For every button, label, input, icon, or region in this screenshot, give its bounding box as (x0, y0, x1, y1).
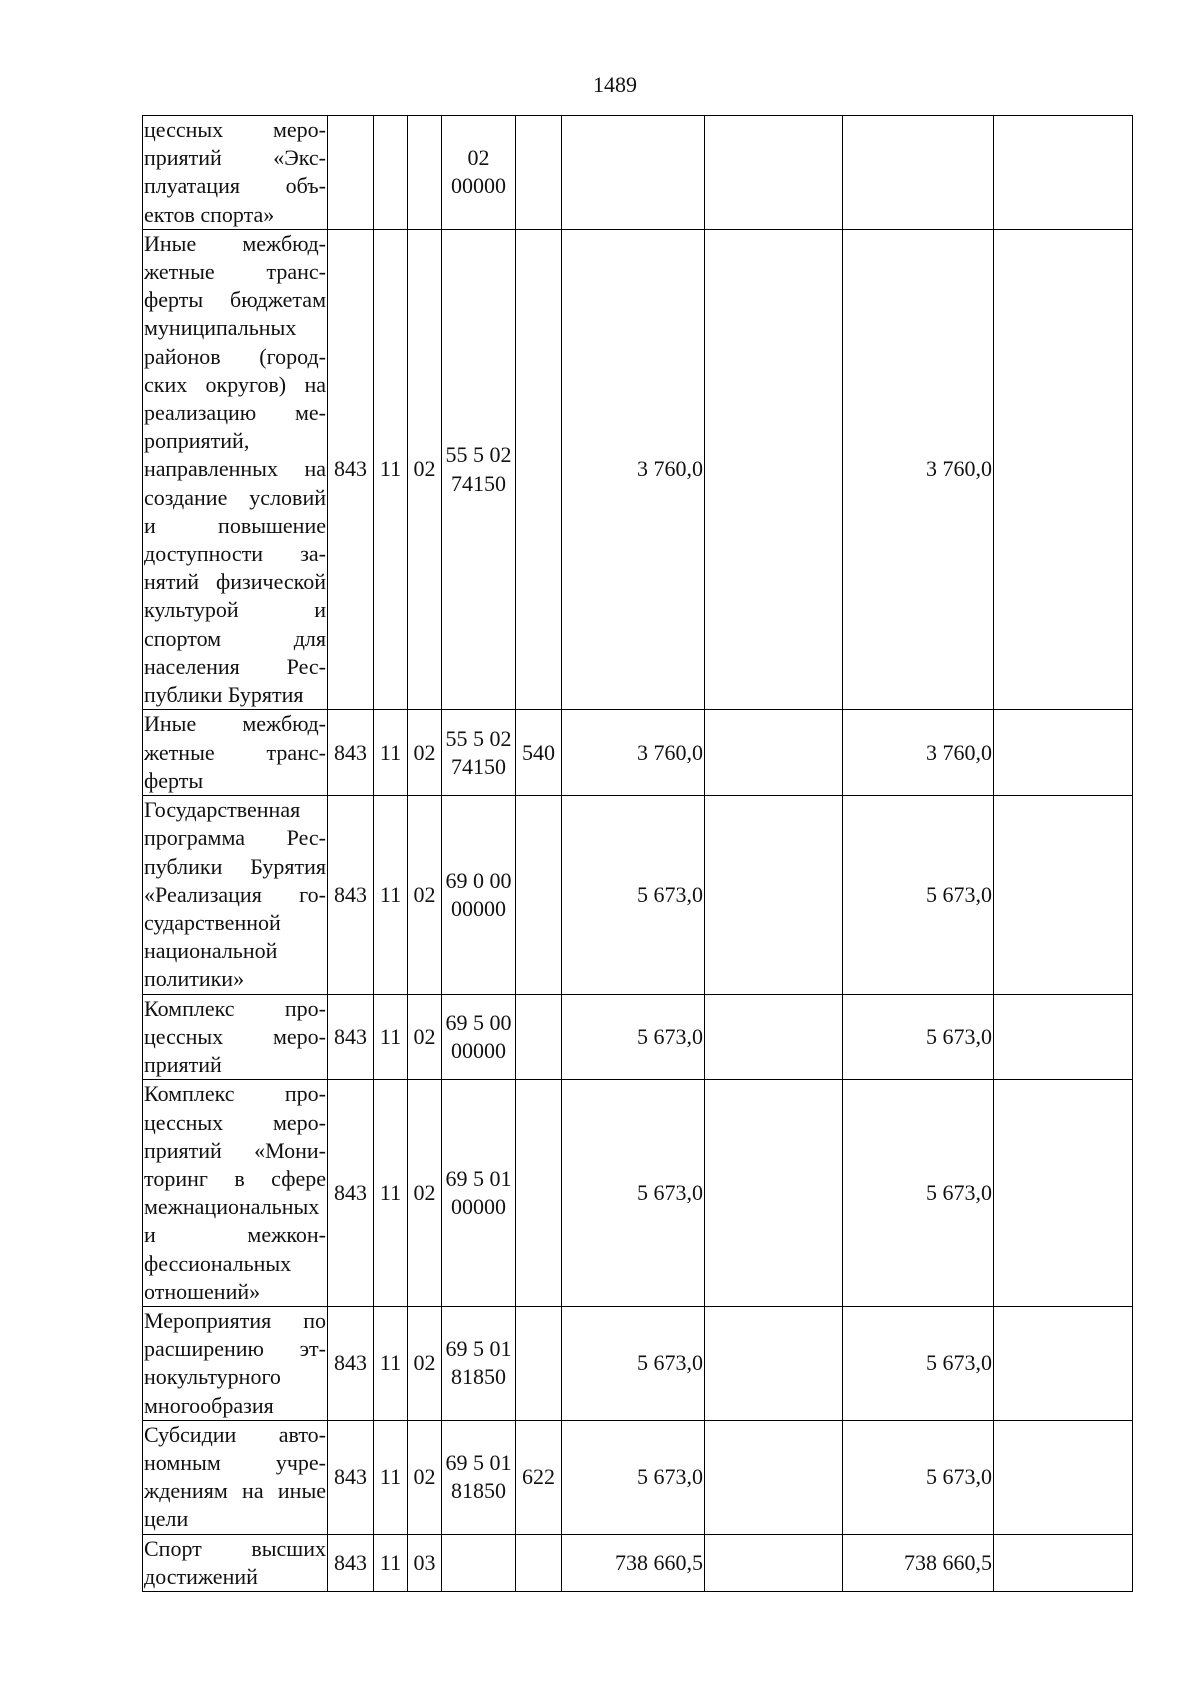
row-ved: 843 (328, 1080, 374, 1307)
row-sum4 (994, 1306, 1133, 1420)
row-sum4 (994, 710, 1133, 796)
row-pr: 02 (408, 229, 442, 709)
row-ved: 843 (328, 229, 374, 709)
row-sum4 (994, 994, 1133, 1080)
table-row (143, 229, 1133, 709)
row-sum2 (705, 1420, 843, 1534)
page-number: 1489 (593, 72, 637, 97)
row-ved: 843 (328, 1306, 374, 1420)
row-rz: 11 (374, 1420, 408, 1534)
row-ved: 843 (328, 994, 374, 1080)
row-name: Комплекс процессных мероприятий «Мониторинг в сфере межнациональных и межконфессиональных отношений» (143, 1080, 328, 1307)
row-csr: 55 5 02 74150 (442, 710, 516, 796)
row-name: Иные межбюджетные трансферты бюджетам муниципальных районов (городских округов) на реализацию мероприятий, направленных на создание условий и повышение доступности занятий физической культурой и спортом для населения Республики Бурятия (143, 229, 328, 709)
row-sum4 (994, 1080, 1133, 1307)
row-name: Комплекс процессных мероприятий (143, 994, 328, 1080)
table-row (143, 796, 1133, 994)
table-row (143, 1080, 1133, 1307)
row-sum2 (705, 1080, 843, 1307)
row-csr: 69 0 00 00000 (442, 796, 516, 994)
row-sum1: 3 760,0 (562, 229, 705, 709)
row-sum2 (705, 796, 843, 994)
row-sum4 (994, 1534, 1133, 1591)
row-sum1: 3 760,0 (562, 710, 705, 796)
row-sum3: 5 673,0 (843, 1306, 994, 1420)
table-row (143, 116, 1133, 230)
row-ved: 843 (328, 1420, 374, 1534)
row-name: Спорт высших достижений (143, 1534, 328, 1591)
row-sum1: 5 673,0 (562, 1306, 705, 1420)
row-vr: 622 (516, 1420, 562, 1534)
row-sum2 (705, 994, 843, 1080)
row-sum1: 5 673,0 (562, 796, 705, 994)
row-ved: 843 (328, 1534, 374, 1591)
table-row (143, 1420, 1133, 1534)
row-sum3: 5 673,0 (843, 1420, 994, 1534)
row-rz (374, 116, 408, 230)
row-name: Субсидии автономным учреждениям на иные цели (143, 1420, 328, 1534)
row-rz: 11 (374, 994, 408, 1080)
row-sum2 (705, 1306, 843, 1420)
row-csr: 69 5 00 00000 (442, 994, 516, 1080)
row-vr: 540 (516, 710, 562, 796)
row-sum2 (705, 710, 843, 796)
row-sum1: 5 673,0 (562, 1080, 705, 1307)
row-pr: 02 (408, 994, 442, 1080)
row-pr: 03 (408, 1534, 442, 1591)
row-sum1: 5 673,0 (562, 1420, 705, 1534)
row-sum1: 5 673,0 (562, 994, 705, 1080)
row-sum1 (562, 116, 705, 230)
row-csr: 02 00000 (442, 116, 516, 230)
row-sum2 (705, 116, 843, 230)
row-ved (328, 116, 374, 230)
row-vr (516, 796, 562, 994)
row-sum4 (994, 116, 1133, 230)
row-sum4 (994, 1420, 1133, 1534)
row-rz: 11 (374, 710, 408, 796)
row-sum4 (994, 229, 1133, 709)
row-pr: 02 (408, 1420, 442, 1534)
row-sum3: 5 673,0 (843, 994, 994, 1080)
row-rz: 11 (374, 1306, 408, 1420)
row-ved: 843 (328, 710, 374, 796)
table-row (143, 994, 1133, 1080)
row-pr: 02 (408, 710, 442, 796)
row-vr (516, 1534, 562, 1591)
row-pr: 02 (408, 1080, 442, 1307)
row-pr: 02 (408, 796, 442, 994)
row-ved: 843 (328, 796, 374, 994)
row-rz: 11 (374, 229, 408, 709)
row-csr: 69 5 01 81850 (442, 1420, 516, 1534)
row-csr: 69 5 01 81850 (442, 1306, 516, 1420)
row-csr (442, 1534, 516, 1591)
row-sum1: 738 660,5 (562, 1534, 705, 1591)
row-csr: 55 5 02 74150 (442, 229, 516, 709)
row-sum3: 5 673,0 (843, 1080, 994, 1307)
row-vr (516, 1080, 562, 1307)
table-row (143, 1534, 1133, 1591)
row-sum3 (843, 116, 994, 230)
row-sum3: 3 760,0 (843, 229, 994, 709)
row-sum2 (705, 229, 843, 709)
row-name: Иные межбюджетные трансферты (143, 710, 328, 796)
row-vr (516, 229, 562, 709)
row-sum3: 5 673,0 (843, 796, 994, 994)
table-row (143, 710, 1133, 796)
row-sum3: 738 660,5 (843, 1534, 994, 1591)
row-vr (516, 1306, 562, 1420)
row-rz: 11 (374, 1080, 408, 1307)
budget-table (142, 115, 1133, 1592)
row-sum3: 3 760,0 (843, 710, 994, 796)
row-pr: 02 (408, 1306, 442, 1420)
row-rz: 11 (374, 796, 408, 994)
row-name: цессных мероприятий «Эксплуатация объектов спорта» (143, 116, 328, 230)
row-name: Государственная программа Республики Бурятия «Реализация государственной национальной политики» (143, 796, 328, 994)
row-vr (516, 116, 562, 230)
row-name: Мероприятия по расширению этнокультурного многообразия (143, 1306, 328, 1420)
row-sum4 (994, 796, 1133, 994)
row-csr: 69 5 01 00000 (442, 1080, 516, 1307)
row-pr (408, 116, 442, 230)
row-sum2 (705, 1534, 843, 1591)
row-rz: 11 (374, 1534, 408, 1591)
row-vr (516, 994, 562, 1080)
table-row (143, 1306, 1133, 1420)
